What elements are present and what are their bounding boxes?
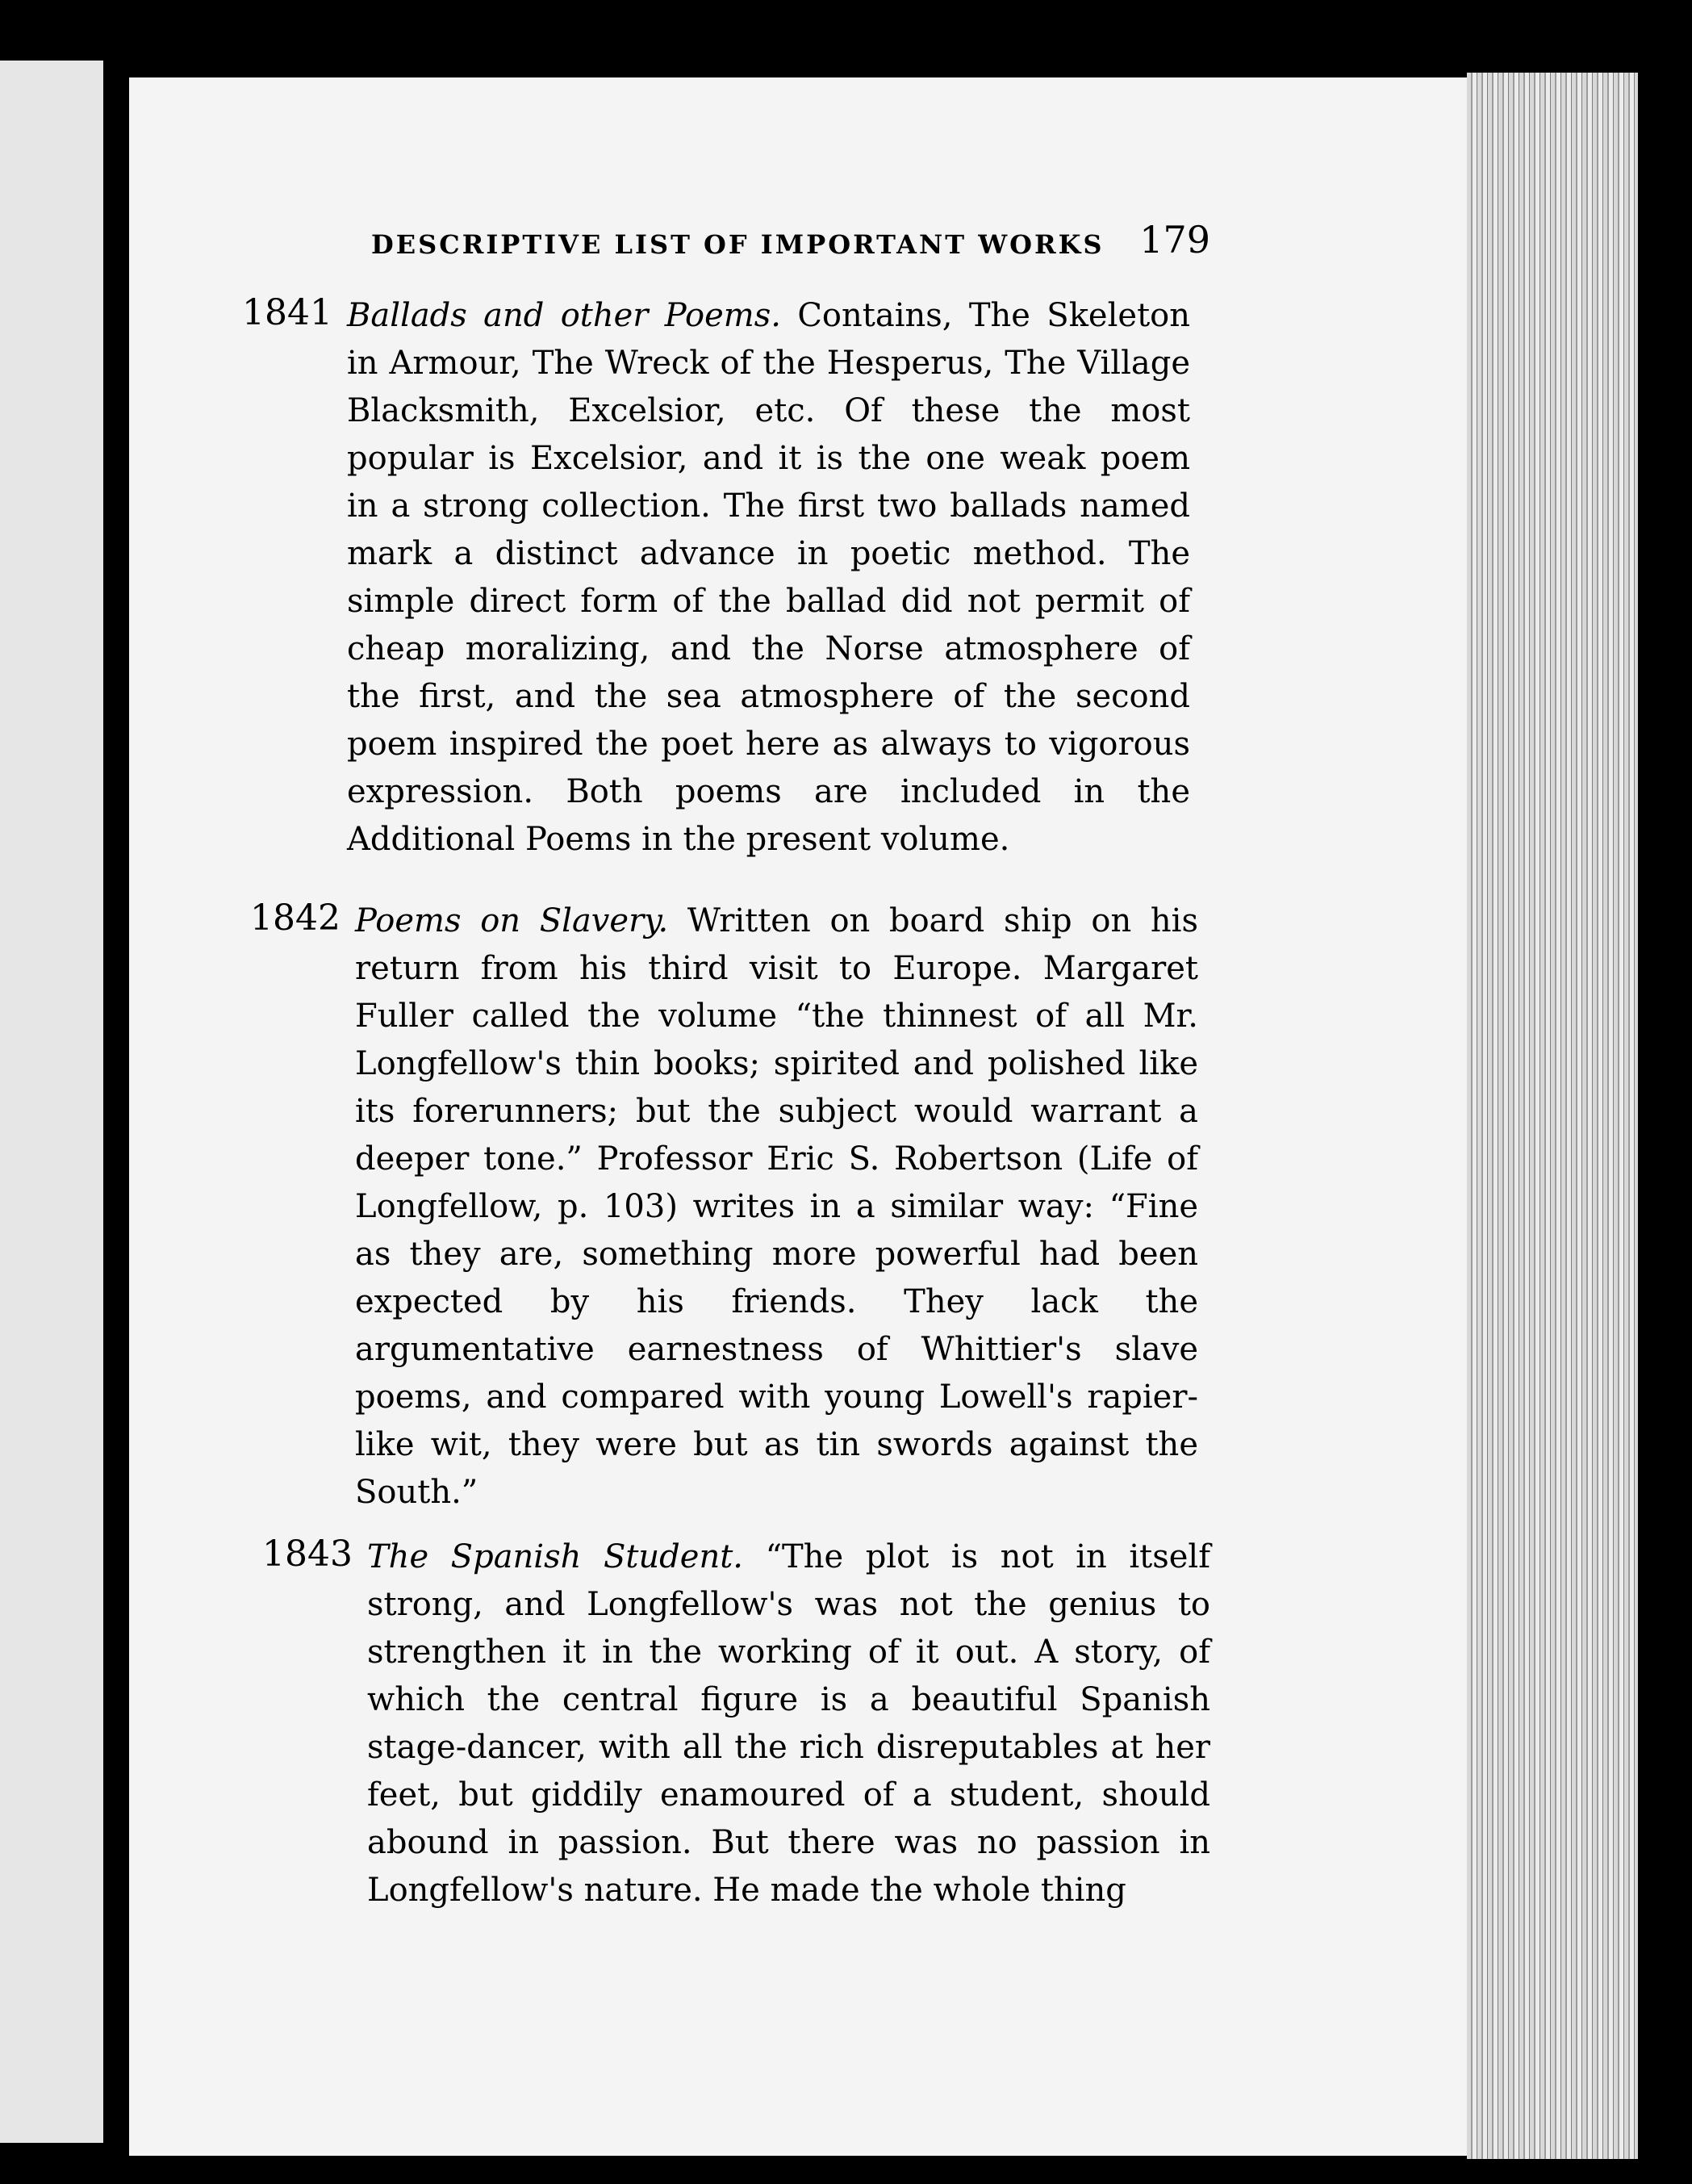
entry-description: “The plot is not in itself strong, and Longfellow's was not the genius to strengthen it in the working of it out. A story, of which the central figure is a beautiful Spanish stage-dancer, with all the rich disreputables at her feet, but giddily enamoured of a student, should abound in passion. But there was no passion in Longfellow's nature. He made the whole thing (367, 1538, 1210, 1909)
entry-year: 1841 (242, 292, 332, 333)
facing-page-edge (0, 61, 103, 2143)
work-title: Poems on Slavery. (355, 902, 669, 939)
entry-year: 1843 (262, 1533, 353, 1575)
entry-year: 1842 (250, 897, 340, 939)
entry-text (355, 897, 1198, 1517)
work-title: Ballads and other Poems. (347, 297, 781, 334)
page-number: 179 (1139, 218, 1210, 261)
page-fore-edge (1467, 73, 1638, 2159)
entry-description: Contains, The Skeleton in Armour, The Wreck of the Hesperus, The Village Blacksmith, Excelsior, etc. Of these the most popular is Excelsior, and it is the one weak poem in a strong collection. The first two ballads named mark a distinct advance in poetic method. The simple direct form of the ballad did not permit of cheap moralizing, and the Norse atmosphere of the first, and the sea atmosphere of the second poem inspired the poet here as always to vigorous expression. Both poems are included in the Additional Poems in the present volume. (347, 297, 1190, 858)
entry-text (347, 292, 1190, 864)
entry-text (367, 1533, 1210, 1914)
running-head-title: DESCRIPTIVE LIST OF IMPORTANT WORKS (371, 229, 1105, 260)
entry-description: Written on board ship on his return from his third visit to Europe. Margaret Fuller called the volume “the thinnest of all Mr. Longfellow's thin books; spirited and polished like its forerunners; but the subject would warrant a deeper tone.” Professor Eric S. Robertson (Life of Longfellow, p. 103) writes in a similar way: “Fine as they are, something more powerful had been expected by his friends. They lack the argumentative earnestness of Whittier's slave poems, and compared with young Lowell's rapier-like wit, they were but as tin swords against the South.” (355, 902, 1198, 1511)
running-head (242, 218, 1210, 266)
work-title: The Spanish Student. (367, 1538, 744, 1575)
